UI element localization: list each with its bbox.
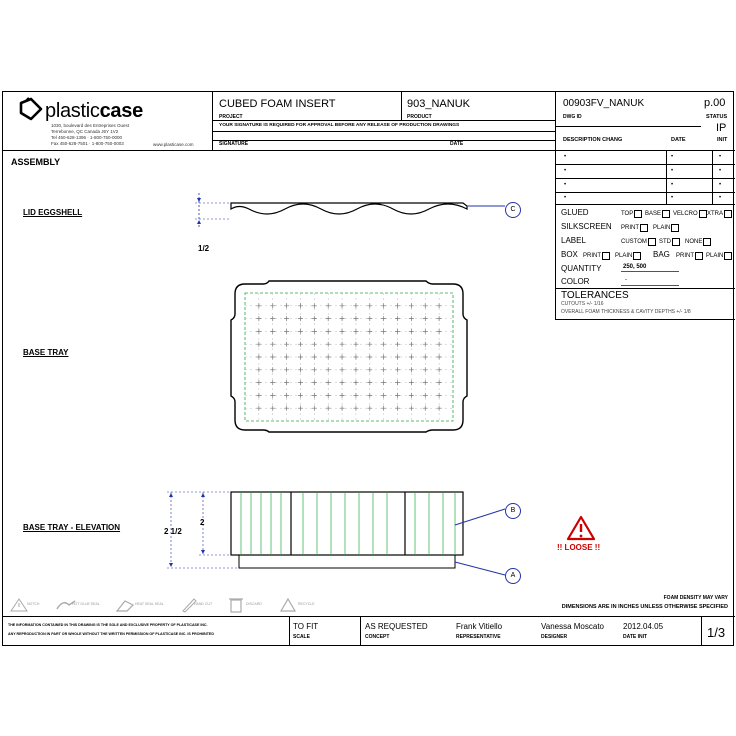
cube-cut-mark xyxy=(423,393,428,398)
base-tray-label: BASE TRAY xyxy=(23,348,69,357)
callout-b: B xyxy=(505,503,521,519)
rev-bullet: • xyxy=(564,154,567,160)
cube-cut-mark xyxy=(381,316,386,321)
cube-cut-mark xyxy=(270,406,275,411)
cube-cut-mark xyxy=(298,355,303,360)
tolerance-thickness: OVERALL FOAM THICKNESS & CAVITY DEPTHS +/- 1/8 xyxy=(561,309,691,315)
rev-bullet: • xyxy=(671,195,674,201)
cube-cut-mark xyxy=(284,355,289,360)
cube-cut-mark xyxy=(326,342,331,347)
cube-cut-mark xyxy=(326,393,331,398)
cube-cut-mark xyxy=(256,342,261,347)
scale-label: SCALE xyxy=(293,634,310,640)
cube-cut-mark xyxy=(409,329,414,334)
cube-cut-mark xyxy=(353,316,358,321)
box-opt-plain[interactable]: PLAIN xyxy=(615,252,641,260)
quantity-line xyxy=(621,271,679,272)
cube-cut-mark xyxy=(395,380,400,385)
logo-address-2: Terrebonne, QC Canada J6Y 1V2 xyxy=(51,129,119,134)
cube-cut-mark xyxy=(381,406,386,411)
lid-eggshell-drawing xyxy=(183,187,523,247)
rev-col-date: DATE xyxy=(671,137,686,143)
glued-opt-xtra[interactable]: XTRA xyxy=(707,210,732,218)
cube-cut-mark xyxy=(298,406,303,411)
cube-cut-mark xyxy=(270,355,275,360)
cube-cut-mark xyxy=(256,406,261,411)
cube-cut-mark xyxy=(381,342,386,347)
cube-cut-mark xyxy=(284,342,289,347)
checkbox-icon xyxy=(672,238,680,246)
cube-cut-mark xyxy=(340,355,345,360)
cube-cut-mark xyxy=(340,316,345,321)
cube-cut-mark xyxy=(367,303,372,308)
cube-cut-mark xyxy=(326,303,331,308)
rev-col-init: INIT xyxy=(717,137,728,143)
cube-cut-mark xyxy=(340,380,345,385)
concept-label: CONCEPT xyxy=(365,634,390,640)
status-label: STATUS xyxy=(706,114,728,120)
cube-cut-mark xyxy=(256,329,261,334)
checkbox-icon xyxy=(699,210,707,218)
cube-cut-mark xyxy=(409,367,414,372)
cube-cut-mark xyxy=(326,367,331,372)
base-tray-elevation-drawing xyxy=(163,490,483,580)
spec-quantity: QUANTITY xyxy=(561,264,602,273)
color-value: - xyxy=(625,277,627,283)
cube-cut-mark xyxy=(298,342,303,347)
heat-seal-icon xyxy=(115,597,137,613)
page-version: p.00 xyxy=(704,97,726,109)
quantity-value: 250, 500 xyxy=(623,264,647,270)
glued-opt-velcro[interactable]: VELCRO xyxy=(673,210,707,218)
cube-cut-mark xyxy=(298,380,303,385)
cube-cut-mark xyxy=(312,316,317,321)
tolerance-cutouts: CUTOUTS +/- 1/16 xyxy=(561,301,604,307)
drawing-sheet xyxy=(2,91,734,646)
rev-vline-2 xyxy=(712,150,713,204)
callout-c: C xyxy=(505,202,521,218)
cube-cut-mark xyxy=(256,316,261,321)
box-opt-print[interactable]: PRINT xyxy=(583,252,610,260)
checkbox-icon xyxy=(640,224,648,232)
notch-icon xyxy=(9,597,29,613)
cube-cut-mark xyxy=(367,355,372,360)
header-divider xyxy=(3,150,555,151)
cube-cut-mark xyxy=(395,342,400,347)
cube-cut-mark xyxy=(270,367,275,372)
representative-value: Frank Vitiello xyxy=(456,622,503,631)
spec-color: COLOR xyxy=(561,277,590,286)
product-label: PRODUCT xyxy=(407,114,432,120)
cube-cut-mark xyxy=(423,355,428,360)
cube-cut-mark xyxy=(423,329,428,334)
elevation-dimension-inner: 2 xyxy=(200,518,205,527)
lid-dimension: 1/2 xyxy=(198,244,210,253)
cube-cut-mark xyxy=(340,342,345,347)
icon-label-recycle: RECYCLE xyxy=(298,602,315,606)
cube-cut-mark xyxy=(437,329,442,334)
dwg-divider xyxy=(555,126,701,127)
elevation-dimension-outer: 2 1/2 xyxy=(164,527,182,536)
rev-bullet: • xyxy=(671,154,674,160)
loose-warning: !! LOOSE !! xyxy=(557,543,601,552)
cube-cut-mark xyxy=(298,316,303,321)
cube-cut-mark xyxy=(256,355,261,360)
cube-cut-mark xyxy=(367,367,372,372)
date-init-value: 2012.04.05 xyxy=(623,622,664,631)
cube-cut-mark xyxy=(312,367,317,372)
logo-address-1: 1030, boulevard des Entreprises Ouest xyxy=(51,123,130,128)
cube-cut-mark xyxy=(381,367,386,372)
cube-cut-mark xyxy=(312,406,317,411)
cube-cut-mark xyxy=(381,303,386,308)
cube-cut-mark xyxy=(270,329,275,334)
tolerance-bottom xyxy=(555,319,735,320)
cube-cut-mark xyxy=(256,367,261,372)
cube-cut-mark xyxy=(326,329,331,334)
cube-cut-mark xyxy=(353,393,358,398)
base-tray-plan-drawing xyxy=(231,280,471,440)
cube-cut-mark xyxy=(395,355,400,360)
checkbox-icon xyxy=(703,238,711,246)
spec-glued: GLUED xyxy=(561,208,589,217)
cube-cut-mark xyxy=(409,342,414,347)
rev-hline-2 xyxy=(555,178,735,179)
label-opt-custom[interactable]: CUSTOM xyxy=(621,238,656,246)
cube-cut-mark xyxy=(298,329,303,334)
cube-cut-mark xyxy=(437,367,442,372)
cube-cut-mark xyxy=(367,316,372,321)
cube-cut-mark xyxy=(298,393,303,398)
cube-cut-mark xyxy=(423,316,428,321)
bag-opt-print[interactable]: PRINT xyxy=(676,252,703,260)
cube-cut-mark xyxy=(284,367,289,372)
rev-bullet: • xyxy=(719,168,722,174)
footer-vline-1 xyxy=(289,616,290,645)
cube-cut-mark xyxy=(367,406,372,411)
cube-cut-mark xyxy=(284,329,289,334)
cube-cut-mark xyxy=(284,303,289,308)
tolerances-title: TOLERANCES xyxy=(561,290,629,301)
cube-cut-mark xyxy=(284,406,289,411)
cube-cut-mark xyxy=(423,406,428,411)
label-opt-std[interactable]: STD xyxy=(659,238,680,246)
designer-label: DESIGNER xyxy=(541,634,568,640)
icon-label-hand-cut: HAND CUT xyxy=(194,602,213,606)
cube-cut-mark xyxy=(312,329,317,334)
cube-cut-mark xyxy=(423,380,428,385)
foam-density-note: FOAM DENSITY MAY VARY xyxy=(663,595,728,601)
cube-cut-mark xyxy=(367,329,372,334)
footer-vline-3 xyxy=(701,616,702,645)
checkbox-icon xyxy=(633,252,641,260)
designer-value: Vanessa Moscato xyxy=(541,622,604,631)
checkbox-icon xyxy=(724,210,732,218)
rev-hline-1 xyxy=(555,164,735,165)
rev-vline-1 xyxy=(666,150,667,204)
page-number: 1/3 xyxy=(707,625,726,640)
cube-cut-mark xyxy=(395,367,400,372)
checkbox-icon xyxy=(648,238,656,246)
silk-opt-print[interactable]: PRINT xyxy=(621,224,648,232)
label-opt-none[interactable]: NONE xyxy=(685,238,711,246)
cube-cut-mark xyxy=(340,367,345,372)
rev-hline-0 xyxy=(555,150,735,151)
cube-cut-mark xyxy=(353,406,358,411)
cube-cut-mark xyxy=(353,367,358,372)
cube-cut-mark xyxy=(284,316,289,321)
legal-notice-2: ANY REPRODUCTION IN PART OR WHOLE WITHOUT THE WRITTEN PERMISSION OF PLASTICASE INC. IS PROHIBITED xyxy=(8,632,214,636)
case-logo-icon xyxy=(17,97,43,121)
cube-cut-mark xyxy=(423,367,428,372)
cube-cut-mark xyxy=(353,342,358,347)
cube-cut-mark xyxy=(312,342,317,347)
cube-cut-mark xyxy=(437,406,442,411)
project-name: CUBED FOAM INSERT xyxy=(219,98,336,110)
cube-cut-mark xyxy=(340,303,345,308)
checkbox-icon xyxy=(671,224,679,232)
cube-cut-mark xyxy=(409,355,414,360)
dimensions-note: DIMENSIONS ARE IN INCHES UNLESS OTHERWISE SPECIFIED xyxy=(561,604,728,610)
base-tray-elevation-label: BASE TRAY - ELEVATION xyxy=(23,523,121,532)
cube-cut-mark xyxy=(270,393,275,398)
rev-col-desc: DESCRIPTION CHANG xyxy=(563,137,623,143)
cube-cut-mark xyxy=(423,303,428,308)
cube-cut-mark xyxy=(353,303,358,308)
cube-cut-mark xyxy=(437,355,442,360)
spec-box: BOX xyxy=(561,250,578,259)
cube-cut-mark xyxy=(326,380,331,385)
rev-bullet: • xyxy=(719,195,722,201)
cube-cut-mark xyxy=(298,303,303,308)
header-vline-1 xyxy=(212,92,213,150)
cube-cut-mark xyxy=(381,329,386,334)
rev-bullet: • xyxy=(564,168,567,174)
dwg-id: 00903FV_NANUK xyxy=(563,98,645,109)
cube-cut-mark xyxy=(437,380,442,385)
tolerance-divider xyxy=(555,288,735,289)
checkbox-icon xyxy=(662,210,670,218)
rev-bullet: • xyxy=(564,182,567,188)
checkbox-icon xyxy=(724,252,732,260)
cube-cut-mark xyxy=(312,303,317,308)
header-hline-3 xyxy=(212,140,555,141)
cube-cut-mark xyxy=(409,393,414,398)
signature-label: SIGNATURE xyxy=(219,141,249,147)
icons-divider xyxy=(3,616,735,617)
concept-value: AS REQUESTED xyxy=(365,622,428,631)
rev-bullet: • xyxy=(671,168,674,174)
status-value: IP xyxy=(716,122,727,134)
project-label: PROJECT xyxy=(219,114,243,120)
logo-website: www.plasticase.com xyxy=(153,142,194,147)
cube-cut-mark xyxy=(312,393,317,398)
scale-value: TO FIT xyxy=(293,622,319,631)
cube-cut-mark xyxy=(409,380,414,385)
date-init-label: DATE INIT xyxy=(623,634,648,640)
cube-cut-mark xyxy=(381,355,386,360)
cube-cut-mark xyxy=(256,303,261,308)
cube-cut-mark xyxy=(437,393,442,398)
spec-bag: BAG xyxy=(653,250,670,259)
lid-eggshell-label: LID EGGSHELL xyxy=(23,208,83,217)
checkbox-icon xyxy=(634,210,642,218)
spec-label: LABEL xyxy=(561,236,586,245)
cube-cut-mark xyxy=(395,316,400,321)
checkbox-icon xyxy=(602,252,610,260)
cube-cut-mark xyxy=(256,380,261,385)
rev-bullet: • xyxy=(564,195,567,201)
cube-cut-mark xyxy=(256,393,261,398)
assembly-title: ASSEMBLY xyxy=(11,157,61,167)
cube-cut-mark xyxy=(367,380,372,385)
cube-cut-mark xyxy=(270,316,275,321)
logo-fax: Fax 450-628-7501 · 1-800-750-0003 xyxy=(51,141,124,146)
bag-opt-plain[interactable]: PLAIN xyxy=(706,252,732,260)
cube-cut-mark xyxy=(381,393,386,398)
cube-cut-mark xyxy=(353,380,358,385)
icon-label-hot-glue: HOT GLUE SEAL xyxy=(72,602,100,606)
cube-cut-mark xyxy=(340,329,345,334)
checkbox-icon xyxy=(695,252,703,260)
cube-cut-mark xyxy=(395,406,400,411)
discard-bin-icon xyxy=(228,595,244,613)
icon-label-discard: DISCARD xyxy=(246,602,262,606)
cube-cut-mark xyxy=(340,406,345,411)
cube-cut-mark xyxy=(270,380,275,385)
cube-cut-mark xyxy=(423,342,428,347)
cube-cut-mark xyxy=(326,316,331,321)
cube-cut-mark xyxy=(312,380,317,385)
cube-cut-mark xyxy=(326,406,331,411)
recycle-icon xyxy=(279,597,297,613)
rev-bullet: • xyxy=(671,182,674,188)
rev-hline-4 xyxy=(555,204,735,205)
cube-cut-mark xyxy=(353,355,358,360)
cube-cut-mark xyxy=(437,303,442,308)
cube-cut-mark xyxy=(437,316,442,321)
cube-cut-mark xyxy=(395,329,400,334)
spec-silkscreen: SILKSCREEN xyxy=(561,222,612,231)
callout-a: A xyxy=(505,568,521,584)
product-name: 903_NANUK xyxy=(407,98,470,110)
signature-date-label: DATE xyxy=(450,141,464,147)
rev-hline-3 xyxy=(555,192,735,193)
cube-cut-mark xyxy=(409,303,414,308)
logo xyxy=(11,95,201,149)
header-hline-1 xyxy=(212,120,555,121)
cube-cut-mark xyxy=(395,303,400,308)
cube-cut-mark xyxy=(367,393,372,398)
tray-outline xyxy=(231,281,467,432)
glued-opt-base[interactable]: BASE xyxy=(645,210,670,218)
cube-cut-mark xyxy=(409,316,414,321)
cube-cut-mark xyxy=(312,355,317,360)
dwg-id-label: DWG ID xyxy=(563,114,582,120)
cube-cut-mark xyxy=(395,393,400,398)
cube-cut-mark xyxy=(381,380,386,385)
cube-cut-mark xyxy=(340,393,345,398)
logo-phone: Tel 450-628-1396 · 1-800-750-0000 xyxy=(51,135,123,140)
cube-cut-mark xyxy=(409,406,414,411)
cube-cut-mark xyxy=(284,393,289,398)
representative-label: REPRESENTATIVE xyxy=(456,634,501,640)
rev-bullet: • xyxy=(719,154,722,160)
signature-notice: YOUR SIGNATURE IS REQUIRED FOR APPROVAL BEFORE ANY RELEASE OF PRODUCTION DRAWINGS xyxy=(219,123,460,128)
cube-cut-mark xyxy=(298,367,303,372)
cube-cut-mark xyxy=(367,342,372,347)
legal-notice-1: THE INFORMATION CONTAINED IN THIS DRAWING IS THE SOLE AND EXCLUSIVE PROPERTY OF PLASTICASE INC. xyxy=(8,623,208,627)
cube-cut-mark xyxy=(284,380,289,385)
header-vline-2 xyxy=(401,92,402,120)
color-line xyxy=(621,285,679,286)
cube-cut-mark xyxy=(326,355,331,360)
icon-label-notch: NOTCH xyxy=(27,602,40,606)
silk-opt-plain[interactable]: PLAIN xyxy=(653,224,679,232)
cube-cut-mark xyxy=(270,342,275,347)
header-hline-2 xyxy=(212,131,555,132)
warning-triangle-icon xyxy=(566,515,596,541)
cube-cut-mark xyxy=(270,303,275,308)
icon-label-heat-seal: HEAT SEAL SEAL xyxy=(135,602,164,606)
glued-opt-top[interactable]: TOP xyxy=(621,210,642,218)
rev-bullet: • xyxy=(719,182,722,188)
footer-vline-2 xyxy=(360,616,361,645)
cube-cut-mark xyxy=(437,342,442,347)
cube-cut-mark xyxy=(353,329,358,334)
logo-wordmark: plasticcase xyxy=(45,100,143,122)
